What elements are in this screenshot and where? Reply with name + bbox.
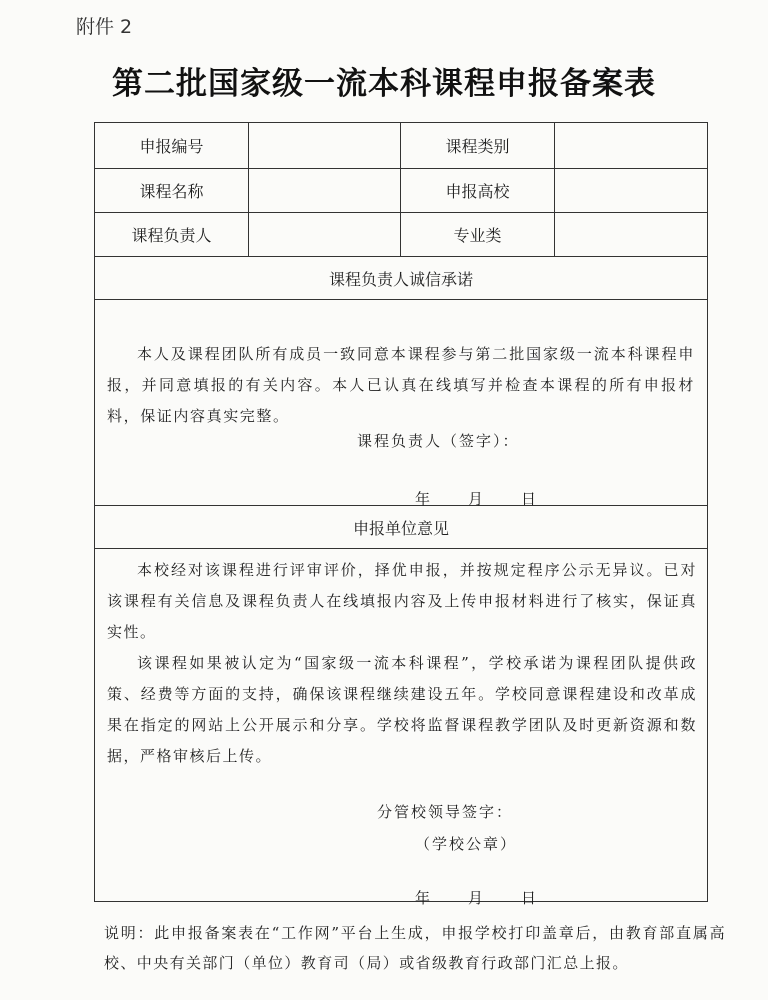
- date-day: 日: [521, 490, 537, 508]
- date-month: 月: [468, 889, 484, 907]
- date-year: 年: [415, 889, 431, 907]
- course-leader-label: 课程负责人: [95, 213, 249, 257]
- opinion-section: [95, 549, 707, 907]
- pledge-heading: 课程负责人诚信承诺: [95, 257, 707, 300]
- application-no-field[interactable]: [249, 123, 401, 169]
- major-category-label: 专业类: [401, 213, 555, 257]
- university-field[interactable]: [555, 169, 707, 213]
- school-seal-label: （学校公章）: [415, 835, 518, 853]
- university-label: 申报高校: [401, 169, 555, 213]
- page-title: 第二批国家级一流本科课程申报备案表: [112, 66, 656, 102]
- opinion-paragraph-1: 本校经对该课程进行评审评价，择优申报，并按规定程序公示无异议。已对该课程有关信息及课程负责人在线填报内容及上传申报材料进行了核实，保证真实性。: [107, 561, 697, 641]
- course-category-field[interactable]: [555, 123, 707, 169]
- course-category-label: 课程类别: [401, 123, 555, 169]
- pledge-date: [415, 488, 536, 509]
- course-name-field[interactable]: [249, 169, 401, 213]
- school-leader-signature-label: 分管校领导签字：: [377, 803, 514, 821]
- course-name-label: 课程名称: [95, 169, 249, 213]
- date-year: 年: [415, 490, 431, 508]
- pledge-text: 本人及课程团队所有成员一致同意本课程参与第二批国家级一流本科课程申报，并同意填报的有关内容。本人已认真在线填写并检查本课程的所有申报材料，保证内容真实完整。: [107, 345, 695, 425]
- filing-form: [94, 122, 708, 907]
- opinion-paragraph-2: 该课程如果被认定为“国家级一流本科课程”，学校承诺为课程团队提供政策、经费等方面的支持，确保该课程继续建设五年。学校同意课程建设和改革成果在指定的网站上公开展示和分享。学校将监督课程教学团队及时更新资源和数据，严格审核后上传。: [107, 654, 697, 765]
- course-info-grid: [95, 123, 707, 257]
- pledge-section: [95, 300, 707, 506]
- opinion-date: [415, 887, 536, 908]
- attachment-label: 附件 2: [76, 16, 133, 38]
- application-no-label: 申报编号: [95, 123, 249, 169]
- course-leader-field[interactable]: [249, 213, 401, 257]
- footnote: 说明：此申报备案表在“工作网”平台上生成，申报学校打印盖章后，由教育部直属高校、中央有关部门（单位）教育司（局）或省级教育行政部门汇总上报。: [104, 924, 726, 972]
- opinion-heading: 申报单位意见: [95, 506, 707, 549]
- leader-signature-label: 课程负责人（签字）：: [357, 432, 520, 450]
- date-day: 日: [521, 889, 537, 907]
- date-month: 月: [468, 490, 484, 508]
- major-category-field[interactable]: [555, 213, 707, 257]
